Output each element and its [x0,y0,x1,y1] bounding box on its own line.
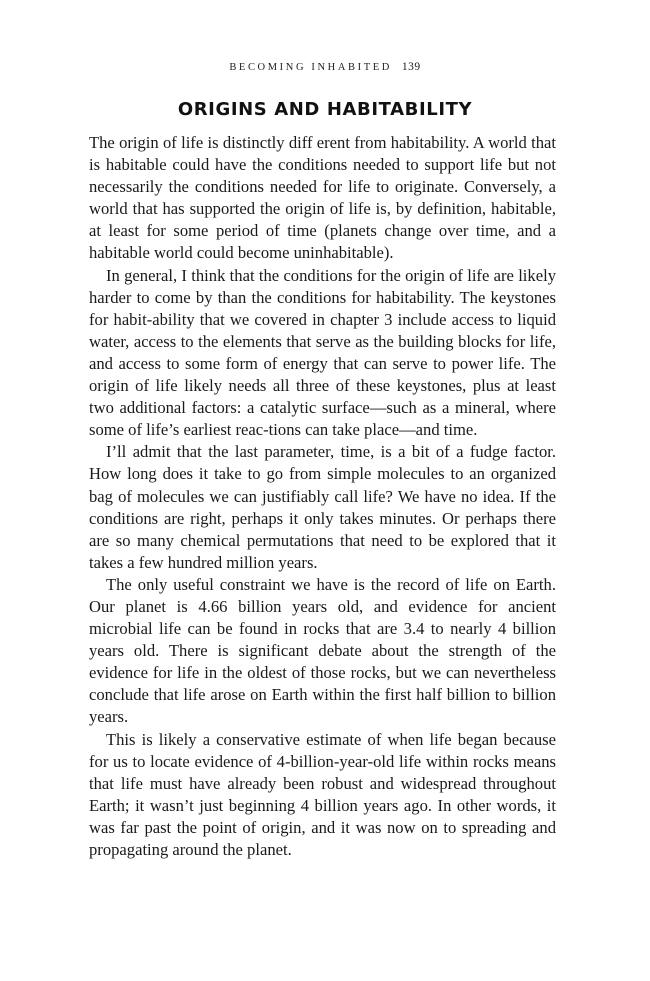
body-text [89,132,556,861]
section-title: ORIGINS AND HABITABILITY [177,99,473,120]
page-number: 139 [401,61,421,73]
paragraph: I’ll admit that the last parameter, time, is a bit of a fudge factor. How long does it take to go from simple molecules to an organized bag of molecules we can justifiably call life? We have no idea. If the conditions are right, perhaps it only takes minutes. Or perhaps there are so many chemical permutations that need to be explored that it takes a few hundred million years. [89,442,556,572]
paragraph: The only useful constraint we have is the record of life on Earth. Our planet is 4.66 billion years old, and evidence for ancient microbial life can be found in rocks that are 3.4 to nearly 4 billion years old. There is significant debate about the strength of the evidence for life in the oldest of those rocks, but we can nevertheless conclude that life arose on Earth within the first half billion to billion years. [89,574,556,727]
paragraph: This is likely a conservative estimate of when life began because for us to locate evidence of 4-billion-year-old life within rocks means that life must have already been robust and widespread throughout Earth; it wasn’t just beginning 4 billion years ago. In other words, it was far past the point of origin, and it was now on to spreading and propagating around the planet. [89,729,556,859]
running-head [0,61,650,73]
paragraph: In general, I think that the conditions for the origin of life are likely harder to come by than the conditions for habitability. The keystones for habit-ability that we covered in chapter 3 include access to liquid water, access to the elements that serve as the building blocks for life, and access to some form of energy that can serve to power life. The origin of life likely needs all three of these keystones, plus at least two additional factors: a catalytic surface—such as a mineral, where some of life’s earliest reac-tions can take place—and time. [89,265,556,440]
running-head-title: BECOMING INHABITED [229,62,392,73]
paragraph: The origin of life is distinctly diff erent from habitability. A world that is habitable could have the conditions needed to support life but not necessarily the conditions needed for life to originate. Conversely, a world that has supported the origin of life is, by definition, habitable, at least for some period of time (planets change over time, and a habitable world could become uninhabitable). [89,133,556,263]
